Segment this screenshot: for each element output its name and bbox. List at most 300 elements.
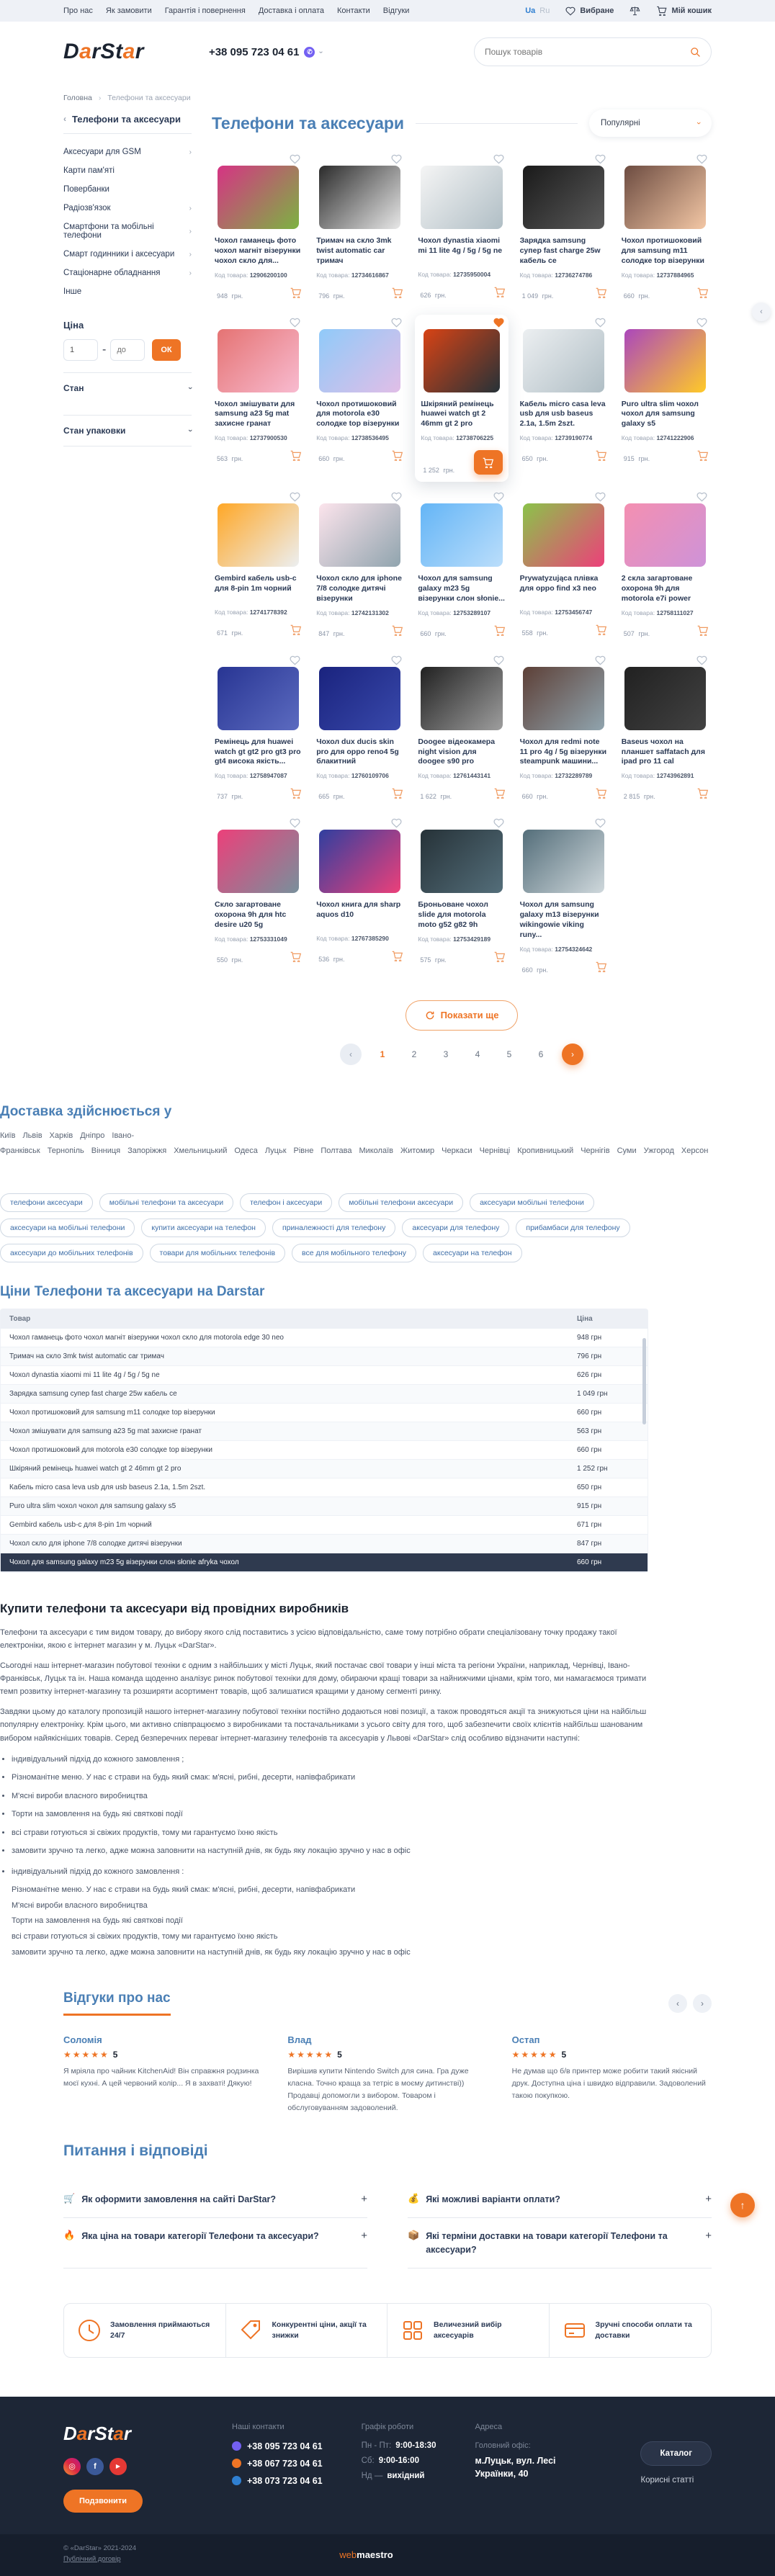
top-nav-link[interactable]: Про нас	[63, 6, 93, 15]
add-to-cart-button[interactable]	[391, 625, 403, 638]
product-title[interactable]: Зарядка samsung супер fast charge 25w кабель се	[519, 236, 601, 265]
product-image[interactable]	[424, 329, 499, 392]
product-card[interactable]	[313, 489, 406, 645]
product-image[interactable]	[523, 830, 604, 893]
sidebar-category-item[interactable]: Смартфони та мобільні телефони ›	[63, 223, 192, 240]
add-to-cart-button[interactable]	[595, 961, 607, 974]
cart-link[interactable]	[656, 6, 712, 16]
chevron-right-icon: ›	[189, 269, 192, 277]
seo-bullet: • індивідуальний підхід до кожного замовлення :	[12, 1866, 648, 1878]
feature-text: Конкурентні ціни, акції та знижки	[272, 2320, 367, 2340]
top-nav-link[interactable]: Відгуки	[382, 6, 410, 15]
faq-item[interactable]	[408, 2218, 712, 2268]
tag-pill[interactable]: купити аксесуари на телефон	[141, 1219, 266, 1237]
product-price: 660 грн.	[623, 292, 650, 300]
compare-link[interactable]	[630, 6, 640, 16]
product-image[interactable]	[319, 166, 400, 229]
site-header	[0, 22, 775, 82]
product-card[interactable]	[415, 652, 508, 809]
reviews-list	[63, 2034, 712, 2114]
product-card[interactable]	[313, 315, 406, 483]
heart-icon[interactable]	[696, 492, 707, 506]
price-table-row[interactable]: Чохол гаманець фото чохол магніт візерунки чохол скло для motorola edge 30 neo 948 грн	[1, 1329, 648, 1347]
heart-icon[interactable]	[290, 655, 300, 669]
delivery-city-link[interactable]: Чернівці	[479, 1146, 511, 1155]
favorites-link[interactable]	[565, 6, 614, 16]
delivery-city-link[interactable]: Житомир	[400, 1146, 435, 1155]
tag-pill[interactable]: товари для мобільних телефонів	[150, 1244, 285, 1262]
viber-icon: ✆	[304, 47, 315, 58]
sidebar-category-list	[63, 143, 192, 301]
tag-pill[interactable]: все для мобільного телефону	[292, 1244, 416, 1262]
footer-phone[interactable]: +38 095 723 04 61	[232, 2441, 323, 2451]
add-to-cart-button[interactable]	[290, 788, 302, 801]
product-card[interactable]	[415, 815, 508, 981]
product-image[interactable]	[523, 667, 604, 730]
tag-pill[interactable]: аксесуари мобільні телефони	[470, 1193, 594, 1212]
delivery-city-link[interactable]: Черкаси	[442, 1146, 472, 1155]
add-to-cart-button[interactable]	[391, 788, 403, 801]
product-card[interactable]	[619, 151, 712, 308]
product-title[interactable]: Чохол гаманець фото чохол магніт візерунки чохол скло для...	[215, 236, 301, 265]
heart-icon[interactable]	[391, 818, 402, 832]
delivery-city-link[interactable]: Полтава	[321, 1146, 352, 1155]
feature-text: Величезний вибір аксесуарів	[434, 2320, 502, 2340]
footer-logo[interactable]: DarStar	[63, 2422, 131, 2444]
heart-icon[interactable]	[391, 492, 402, 506]
product-title[interactable]: Чохол книга для sharp aquos d10	[316, 900, 401, 920]
product-image[interactable]	[421, 166, 502, 229]
pagination-page-2[interactable]: 2	[411, 1049, 417, 1059]
product-image[interactable]	[218, 329, 299, 392]
filter-select[interactable]: Стан упаковки ›	[63, 415, 192, 446]
product-title[interactable]: Gembird кабель usb-c для 8-pin 1m чорний	[215, 574, 297, 593]
add-to-cart-button[interactable]	[595, 450, 607, 463]
product-card[interactable]	[415, 489, 508, 645]
heart-icon[interactable]	[595, 154, 606, 168]
delivery-city-link[interactable]: Ужгород	[643, 1146, 674, 1155]
breadcrumb-home[interactable]: Головна	[63, 94, 92, 102]
sidebar-category-item[interactable]: Стаціонарне обладнання ›	[63, 269, 192, 277]
tag-pill[interactable]: приналежності для телефону	[272, 1219, 395, 1237]
reviews-next-button[interactable]: ›	[693, 1994, 712, 2013]
tag-pill[interactable]: телефон і аксесуари	[240, 1193, 332, 1212]
product-image[interactable]	[319, 503, 400, 567]
price-table-row[interactable]: Шкіряний ремінець huawei watch gt 2 46mm gt 2 pro 1 252 грн	[1, 1459, 648, 1478]
faq-item[interactable]	[63, 2218, 367, 2268]
youtube-icon[interactable]: ▶	[109, 2458, 127, 2475]
product-image[interactable]	[421, 667, 502, 730]
product-card[interactable]	[517, 315, 610, 483]
feature-item	[226, 2304, 388, 2357]
product-card[interactable]	[415, 315, 508, 483]
heart-icon[interactable]	[391, 655, 402, 669]
table-scrollbar[interactable]	[642, 1338, 646, 1424]
site-logo[interactable]: DarStar	[63, 40, 144, 63]
add-to-cart-button[interactable]	[595, 287, 607, 300]
product-image[interactable]	[421, 830, 502, 893]
add-to-cart-button[interactable]	[595, 788, 607, 801]
schedule-row: Пн - Пт: 9:00-18:30	[361, 2441, 436, 2450]
price-ok-button[interactable]: ОК	[152, 339, 180, 361]
price-tag-icon	[239, 2318, 264, 2343]
product-title[interactable]: Чохол протишоковий для samsung m11 солодке top візерунки	[621, 236, 704, 265]
seo-paragraph: Телефони та аксесуари є тим видом товару, до вибору якого слід поставитись з усією відповідальністю, саме тому потрібно обрати спеціалізовану точку продажу такої електроніки, якою є інтернет магазин у м. Луцьк «DarStar».	[0, 1628, 617, 1650]
product-title[interactable]: Чохол dynastia xiaomi mi 11 lite 4g / 5g / 5g ne	[418, 236, 503, 255]
product-image[interactable]	[523, 503, 604, 567]
price-table-row[interactable]: Тримач на скло 3mk twist automatic car тримач 796 грн	[1, 1347, 648, 1365]
public-offer-link[interactable]: Публічний договір	[63, 2554, 121, 2563]
price-to-input[interactable]	[110, 339, 145, 361]
developer-logo[interactable]	[339, 2549, 393, 2560]
price-table-row[interactable]: Gembird кабель usb-c для 8-pin 1m чорний 671 грн	[1, 1515, 648, 1534]
sidebar-category-item[interactable]: Карти пам'яті	[63, 166, 115, 175]
product-card[interactable]	[212, 652, 305, 809]
contacts-title: Наші контакти	[232, 2422, 285, 2431]
product-code: Код товара: 12758111027	[621, 609, 694, 616]
delivery-city-link[interactable]: Тернопіль	[47, 1146, 84, 1155]
delivery-city-link[interactable]: Дніпро	[80, 1131, 105, 1140]
faq-question: Які терміни доставки на товари категорії Телефони та аксесуари?	[426, 2231, 668, 2255]
heart-icon[interactable]	[290, 318, 300, 331]
add-to-cart-button[interactable]	[493, 951, 506, 964]
wide-choice-icon	[400, 2318, 425, 2343]
delivery-city-link[interactable]: Миколаїв	[359, 1146, 393, 1155]
product-image[interactable]	[319, 830, 400, 893]
product-image[interactable]	[624, 329, 706, 392]
product-price: 660 грн.	[318, 455, 345, 463]
sidebar-back-icon[interactable]: ‹	[63, 114, 66, 124]
product-image[interactable]	[624, 503, 706, 567]
product-card[interactable]	[517, 815, 610, 981]
footer-phone[interactable]: +38 073 723 04 61	[232, 2476, 323, 2486]
heart-icon[interactable]	[696, 318, 707, 331]
plus-icon[interactable]: +	[361, 2230, 367, 2243]
reviews-title: Відгуки про нас	[63, 1991, 171, 2016]
product-title[interactable]: Чохол змішувати для samsung a23 5g mat захисне гранат	[215, 399, 295, 428]
product-title[interactable]: Чохол для redmi note 11 pro 4g / 5g візерунки steampunk машини...	[519, 737, 607, 766]
add-to-cart-button[interactable]	[493, 625, 506, 638]
top-nav-link[interactable]: Як замовити	[105, 6, 152, 15]
sidebar-title[interactable]: Телефони та аксесуари	[72, 114, 181, 125]
product-title[interactable]: Чохол для samsung galaxy m23 5g візерунки слон słonie...	[418, 574, 505, 603]
review-card	[512, 2034, 712, 2114]
product-image[interactable]	[218, 667, 299, 730]
product-card[interactable]	[313, 151, 406, 308]
sidebar-category-item[interactable]: Повербанки	[63, 185, 109, 194]
add-to-cart-button[interactable]	[290, 287, 302, 300]
phone-block[interactable]	[208, 45, 326, 58]
heart-icon[interactable]	[493, 154, 504, 168]
price-table-row[interactable]: Puro ultra slim чохол чохол для samsung galaxy s5 915 грн	[1, 1496, 648, 1515]
pagination-page-3[interactable]: 3	[443, 1049, 449, 1059]
filter-select[interactable]: Стан ›	[63, 372, 192, 403]
add-to-cart-button[interactable]	[696, 788, 709, 801]
heart-icon[interactable]	[391, 154, 402, 168]
top-nav	[63, 6, 409, 15]
delivery-city-link[interactable]: Київ	[0, 1131, 16, 1140]
scroll-top-button[interactable]: ↑	[730, 2193, 755, 2217]
reviews-prev-button[interactable]: ‹	[668, 1994, 687, 2013]
heart-icon	[565, 6, 575, 16]
delivery-city-link[interactable]: Суми	[617, 1146, 637, 1155]
product-card[interactable]	[517, 652, 610, 809]
heart-icon[interactable]	[493, 655, 504, 669]
search-icon[interactable]	[690, 47, 701, 58]
add-to-cart-button[interactable]	[493, 287, 506, 300]
product-card[interactable]	[619, 489, 712, 645]
heart-icon[interactable]	[290, 492, 300, 506]
filter-selects	[63, 372, 195, 446]
product-title[interactable]: Скло загартоване охорона 9h для htc desire u20 5g	[215, 900, 287, 930]
delivery-city-link[interactable]: Харків	[49, 1131, 73, 1140]
pagination-page-1[interactable]: 1	[380, 1049, 385, 1059]
seo-bullet: • всі страви готуються зі свіжих продуктів, тому ми гарантуємо їхню якість	[12, 1827, 648, 1839]
heart-icon[interactable]	[290, 818, 300, 832]
seo-line: М'ясні вироби власного виробництва	[12, 1900, 148, 1910]
language-switcher[interactable]	[525, 6, 550, 15]
heart-icon[interactable]	[391, 318, 402, 331]
title-divider	[416, 123, 578, 124]
side-panel-toggle[interactable]: ‹	[752, 302, 771, 321]
delivery-city-link[interactable]: Запоріжжя	[127, 1146, 167, 1155]
delivery-city-link[interactable]: Івано-Франківськ	[0, 1131, 135, 1155]
feature-text: Замовлення приймаються 24/7	[110, 2320, 210, 2340]
heart-icon[interactable]	[290, 154, 300, 168]
add-to-cart-button[interactable]	[696, 450, 709, 463]
product-title[interactable]: Чохол скло для iphone 7/8 солодке дитячі візерунки	[316, 574, 402, 603]
faq-icon: 💰	[408, 2193, 420, 2204]
sidebar-category-item[interactable]: Аксесуари для GSM ›	[63, 148, 192, 156]
tag-pill[interactable]: аксесуари на мобільні телефони	[0, 1219, 135, 1237]
delivery-city-link[interactable]: Рівне	[293, 1146, 314, 1155]
articles-link[interactable]: Корисні статті	[640, 2475, 694, 2485]
tag-pill[interactable]: мобільні телефони аксесуари	[339, 1193, 463, 1212]
feature-item	[64, 2304, 226, 2357]
product-title[interactable]: Doogee відеокамера night vision для doogee s90 pro	[418, 737, 496, 766]
heart-icon[interactable]	[595, 318, 606, 331]
facebook-icon[interactable]: f	[86, 2458, 104, 2475]
product-card[interactable]	[313, 652, 406, 809]
delivery-city-link[interactable]: Хмельницький	[174, 1146, 228, 1155]
product-image[interactable]	[218, 166, 299, 229]
product-image[interactable]	[218, 503, 299, 567]
product-title[interactable]: Шкіряний ремінець huawei watch gt 2 46mm gt 2 pro	[421, 399, 494, 428]
heart-icon[interactable]	[595, 818, 606, 832]
heart-icon[interactable]	[595, 655, 606, 669]
faq-question: Як оформити замовлення на сайті DarStar?	[81, 2194, 277, 2205]
product-price: 550 грн.	[217, 956, 243, 964]
faq-icon: 📦	[408, 2230, 420, 2241]
footer-phone[interactable]: +38 067 723 04 61	[232, 2459, 323, 2469]
heart-icon[interactable]	[493, 318, 504, 331]
product-card[interactable]	[619, 652, 712, 809]
product-image[interactable]	[624, 166, 706, 229]
product-title[interactable]: Baseus чохол на планшет saffatach для ipad pro 11 cal	[621, 737, 705, 766]
feature-item	[550, 2304, 712, 2357]
heart-icon[interactable]	[493, 818, 504, 832]
product-price: 660 грн.	[420, 629, 447, 637]
chevron-right-icon: ›	[189, 250, 192, 259]
col-header-item: Товар	[1, 1309, 568, 1329]
add-to-cart-button[interactable]	[391, 450, 403, 463]
product-card[interactable]	[415, 151, 508, 308]
price-table-section	[0, 1284, 648, 1573]
product-title[interactable]: Кабель micro casa leva usb для usb baseus 2.1a, 1.5m 2szt.	[519, 399, 606, 428]
price-table-row[interactable]: Кабель micro casa leva usb для usb baseus 2.1a, 1.5m 2szt. 650 грн	[1, 1478, 648, 1496]
product-code: Код товара: 12753456747	[519, 609, 593, 616]
product-card[interactable]	[313, 815, 406, 981]
product-price: 507 грн.	[623, 629, 650, 637]
delivery-city-link[interactable]: Львів	[22, 1131, 42, 1140]
plus-icon[interactable]: +	[705, 2193, 712, 2206]
chevron-down-icon: ›	[186, 429, 195, 432]
dev-web: web	[339, 2549, 357, 2561]
price-table-row[interactable]: Чохол скло для iphone 7/8 солодке дитячі візерунки 847 грн	[1, 1534, 648, 1553]
instagram-icon[interactable]: ◎	[63, 2458, 81, 2475]
product-card[interactable]	[517, 489, 610, 645]
faq-list	[63, 2181, 712, 2268]
heart-icon[interactable]	[696, 655, 707, 669]
price-table-row[interactable]: Чохол для samsung galaxy m23 5g візерунки слон słonie afryka чохол 660 грн	[1, 1553, 648, 1571]
tag-pill[interactable]: аксесуари на телефон	[423, 1244, 521, 1262]
product-title[interactable]: Чохол dux ducis skin pro для oppo reno4 5g блакитний	[316, 737, 399, 766]
product-card[interactable]	[517, 151, 610, 308]
add-to-cart-button[interactable]	[290, 951, 302, 964]
add-to-cart-button[interactable]	[696, 287, 709, 300]
top-nav-link[interactable]: Гарантія і повернення	[164, 6, 246, 15]
heart-icon[interactable]	[493, 492, 504, 506]
faq-item[interactable]	[63, 2181, 367, 2218]
product-code: Код товара: 12758947087	[215, 772, 287, 780]
product-title[interactable]: Puro ultra slim чохол чохол для samsung galaxy s5	[621, 399, 699, 428]
product-card[interactable]	[619, 315, 712, 483]
plus-icon[interactable]: +	[705, 2230, 712, 2243]
delivery-city-link[interactable]: Луцьк	[264, 1146, 287, 1155]
price-table-row[interactable]: Чохол протишоковий для motorola e30 солодке top візерунки 660 грн	[1, 1440, 648, 1459]
call-button[interactable]: Подзвонити	[63, 2490, 143, 2513]
search-input[interactable]	[485, 47, 690, 57]
add-to-cart-button[interactable]	[474, 450, 503, 475]
delivery-city-link[interactable]: Чернігів	[581, 1146, 610, 1155]
product-image[interactable]	[319, 329, 400, 392]
product-code: Код товара: 12736274786	[519, 271, 593, 279]
tag-pill[interactable]: мобільні телефони та аксесуари	[99, 1193, 233, 1212]
product-image[interactable]	[421, 503, 502, 567]
seo-bullet: • Торти на замовлення на будь які святкові події	[12, 1808, 648, 1821]
product-title[interactable]: 2 скла загартоване охорона 9h для motorola e7i power	[621, 574, 693, 603]
price-table-row[interactable]: Чохол протишоковий для samsung m11 солодке top візерунки 660 грн	[1, 1403, 648, 1422]
product-code: Код товара: 12743962891	[621, 772, 694, 780]
price-table-row[interactable]: Зарядка samsung супер fast charge 25w кабель се 1 049 грн	[1, 1384, 648, 1403]
reviewer-name: Влад	[287, 2034, 312, 2046]
pagination-page-5[interactable]: 5	[506, 1049, 512, 1059]
delivery-city-link[interactable]: Херсон	[681, 1146, 709, 1155]
heart-icon[interactable]	[595, 492, 606, 506]
plus-icon[interactable]: +	[361, 2193, 367, 2206]
faq-item[interactable]	[408, 2181, 712, 2218]
add-to-cart-button[interactable]	[391, 951, 403, 964]
product-price: 1 622 грн.	[420, 793, 452, 801]
tag-pill[interactable]: телефони аксесуари	[0, 1193, 93, 1212]
tag-pill[interactable]: аксесуари до мобільних телефонів	[0, 1244, 143, 1262]
product-image[interactable]	[624, 667, 706, 730]
price-table-row[interactable]: Чохол змішувати для samsung a23 5g mat захисне гранат 563 грн	[1, 1422, 648, 1440]
product-image[interactable]	[218, 830, 299, 893]
lang-ru[interactable]: Ru	[539, 6, 550, 15]
add-to-cart-button[interactable]	[696, 625, 709, 638]
add-to-cart-button[interactable]	[391, 287, 403, 300]
product-image[interactable]	[319, 667, 400, 730]
pagination-next[interactable]: ›	[562, 1044, 583, 1065]
sort-dropdown[interactable]	[589, 109, 712, 137]
heart-icon[interactable]	[696, 154, 707, 168]
catalog-button[interactable]: Каталог	[640, 2441, 712, 2466]
top-nav-link[interactable]: Контакти	[337, 6, 370, 15]
product-title[interactable]: Чохол для samsung galaxy m13 візерунки wikingowie viking runy...	[519, 900, 599, 939]
chevron-down-icon: ›	[186, 387, 195, 390]
product-image[interactable]	[523, 166, 604, 229]
product-code: Код товара: 12753289107	[418, 609, 491, 616]
delivery-city-link[interactable]: Вінниця	[91, 1146, 121, 1155]
schedule-row: Нд — вихідний	[361, 2471, 425, 2480]
schedule-row: Сб: 9:00-16:00	[361, 2456, 419, 2465]
address-title: Адреса	[475, 2422, 503, 2431]
product-card[interactable]	[212, 489, 305, 645]
delivery-cities	[0, 1128, 709, 1159]
sidebar-category-item[interactable]: Радіозв'язок ›	[63, 204, 192, 212]
product-code: Код товара: 12734616867	[316, 271, 389, 279]
product-code: Код товара: 12760109706	[316, 772, 389, 780]
product-image[interactable]	[523, 329, 604, 392]
add-to-cart-button[interactable]	[493, 788, 506, 801]
product-title[interactable]: Prywatyzująca плівка для oppo find x3 neo	[519, 574, 599, 593]
product-price: 660 грн.	[521, 966, 548, 974]
copyright: © «DarStar» 2021-2024	[63, 2544, 137, 2552]
seo-bullet: • Різноманітне меню. У нас є страви на будь який смак: м'ясні, рибні, десерти, напівфабрикати	[12, 1772, 648, 1784]
product-card[interactable]	[212, 815, 305, 981]
product-title[interactable]: Тримач на скло 3mk twist automatic car тримач	[316, 236, 392, 265]
scales-icon	[630, 6, 640, 16]
pagination-page-6[interactable]: 6	[538, 1049, 544, 1059]
product-price: 2 815 грн.	[623, 793, 655, 801]
tag-pill[interactable]: аксесуари для телефону	[402, 1219, 509, 1237]
pagination-page-4[interactable]: 4	[475, 1049, 480, 1059]
add-to-cart-button[interactable]	[290, 450, 302, 463]
lang-ua[interactable]: Ua	[525, 6, 536, 15]
show-more-button[interactable]	[406, 1000, 519, 1031]
schedule-title: Графік роботи	[361, 2422, 414, 2431]
delivery-city-link[interactable]: Кропивницький	[517, 1146, 574, 1155]
pagination-prev[interactable]: ‹	[340, 1044, 362, 1065]
product-card[interactable]	[212, 315, 305, 483]
price-table-row[interactable]: Чохол dynastia xiaomi mi 11 lite 4g / 5g / 5g ne 626 грн	[1, 1365, 648, 1384]
sidebar-category-item[interactable]: Інше	[63, 287, 82, 296]
product-title[interactable]: Броньоване чохол slide для motorola moto g52 g82 9h	[418, 900, 488, 930]
top-nav-link[interactable]: Доставка і оплата	[258, 6, 325, 15]
search-box[interactable]	[474, 37, 712, 66]
price-from-input[interactable]	[63, 339, 98, 361]
add-to-cart-button[interactable]	[595, 624, 607, 637]
add-to-cart-button[interactable]	[290, 624, 302, 637]
product-card[interactable]	[212, 151, 305, 308]
product-title[interactable]: Чохол протишоковий для motorola e30 солодке top візерунки	[316, 399, 400, 428]
sidebar-category-item[interactable]: Смарт годинники і аксесуари ›	[63, 250, 192, 259]
product-title[interactable]: Ремінець для huawei watch gt gt2 pro gt3 pro gt4 висока якість...	[215, 737, 301, 766]
tag-pill[interactable]: прибамбаси для телефону	[516, 1219, 630, 1237]
delivery-city-link[interactable]: Одеса	[234, 1146, 258, 1155]
handshake-icon	[77, 2318, 102, 2343]
